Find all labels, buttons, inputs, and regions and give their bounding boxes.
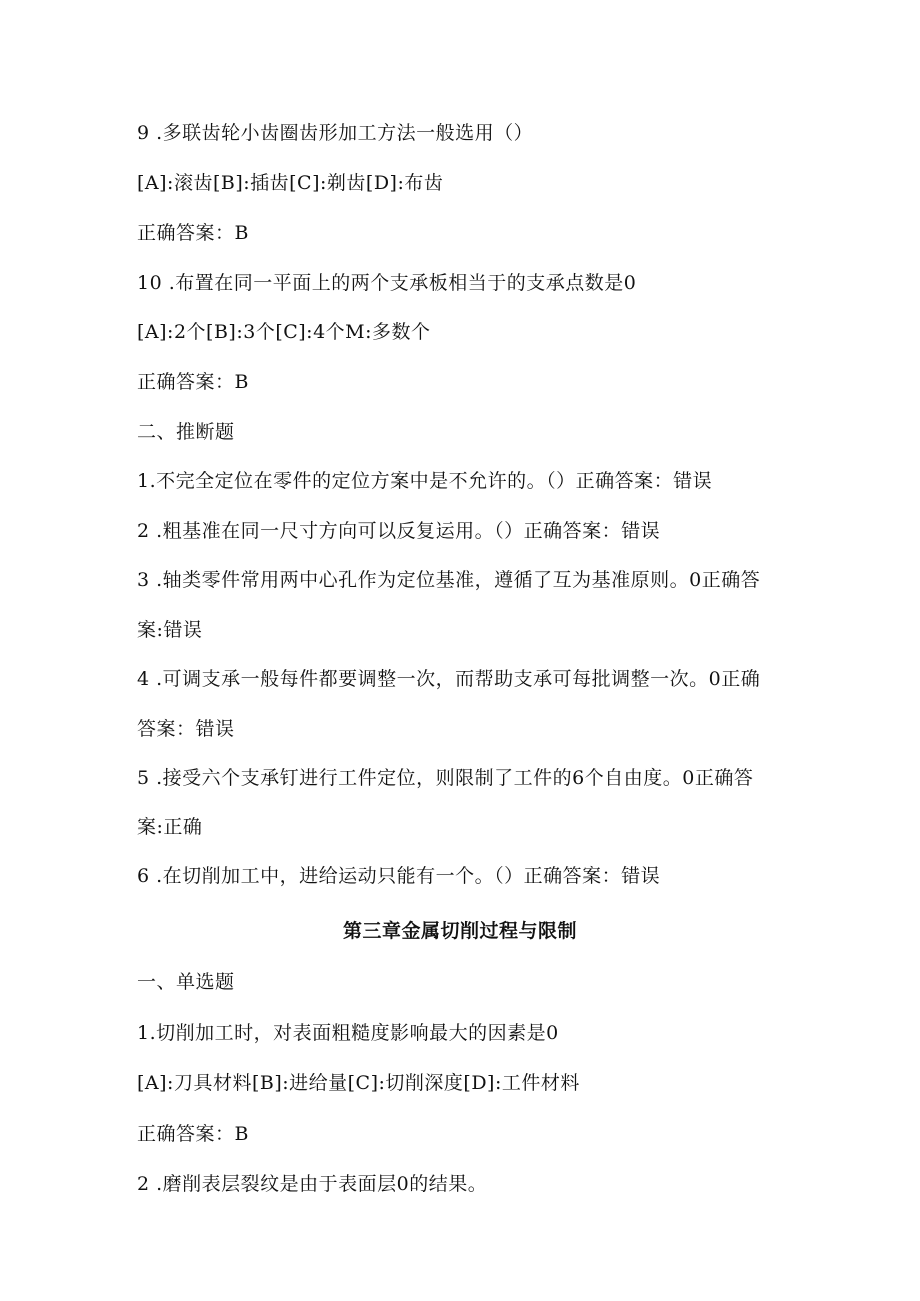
judgment-6: 6 .在切削加工中，进给运动只能有一个。（）正确答案：错误 <box>137 865 661 887</box>
section-heading-judgment: 二、推断题 <box>137 421 235 443</box>
chapter-title: 第三章金属切削过程与限制 <box>342 920 577 942</box>
judgment-4: 4 .可调支承一般每件都要调整一次，而帮助支承可每批调整一次。0正确 <box>137 668 761 690</box>
judgment-3-cont: 案:错误 <box>137 619 203 641</box>
judgment-3: 3 .轴类零件常用两中心孔作为定位基准，遵循了互为基准原则。0正确答 <box>137 569 761 591</box>
judgment-4-cont: 答案：错误 <box>137 718 235 740</box>
question-9: 9 .多联齿轮小齿圈齿形加工方法一般选用（） <box>137 122 534 144</box>
question-9-answer: 正确答案：B <box>137 222 249 244</box>
judgment-5-cont: 案:正确 <box>137 816 203 838</box>
choice-question-2: 2 .磨削表层裂纹是由于表面层0的结果。 <box>137 1173 488 1195</box>
choice-question-1: 1.切削加工时，对表面粗糙度影响最大的因素是0 <box>137 1022 559 1044</box>
question-10-options: [A]:2个[B]:3个[C]:4个M:多数个 <box>137 321 431 343</box>
choice-question-1-options: [A]:刀具材料[B]:进给量[C]:切削深度[D]:工件材料 <box>137 1072 580 1094</box>
judgment-5: 5 .接受六个支承钉进行工件定位，则限制了工件的6个自由度。0正确答 <box>137 767 754 789</box>
judgment-1: 1.不完全定位在零件的定位方案中是不允许的。（）正确答案：错误 <box>137 470 713 492</box>
choice-question-1-answer: 正确答案：B <box>137 1123 249 1145</box>
judgment-2: 2 .粗基准在同一尺寸方向可以反复运用。（）正确答案：错误 <box>137 520 661 542</box>
question-10: 10 .布置在同一平面上的两个支承板相当于的支承点数是0 <box>137 272 637 294</box>
question-9-options: [A]:滚齿[B]:插齿[C]:剃齿[D]:布齿 <box>137 172 444 194</box>
question-10-answer: 正确答案：B <box>137 371 249 393</box>
section-heading-single-choice: 一、单选题 <box>137 971 235 993</box>
